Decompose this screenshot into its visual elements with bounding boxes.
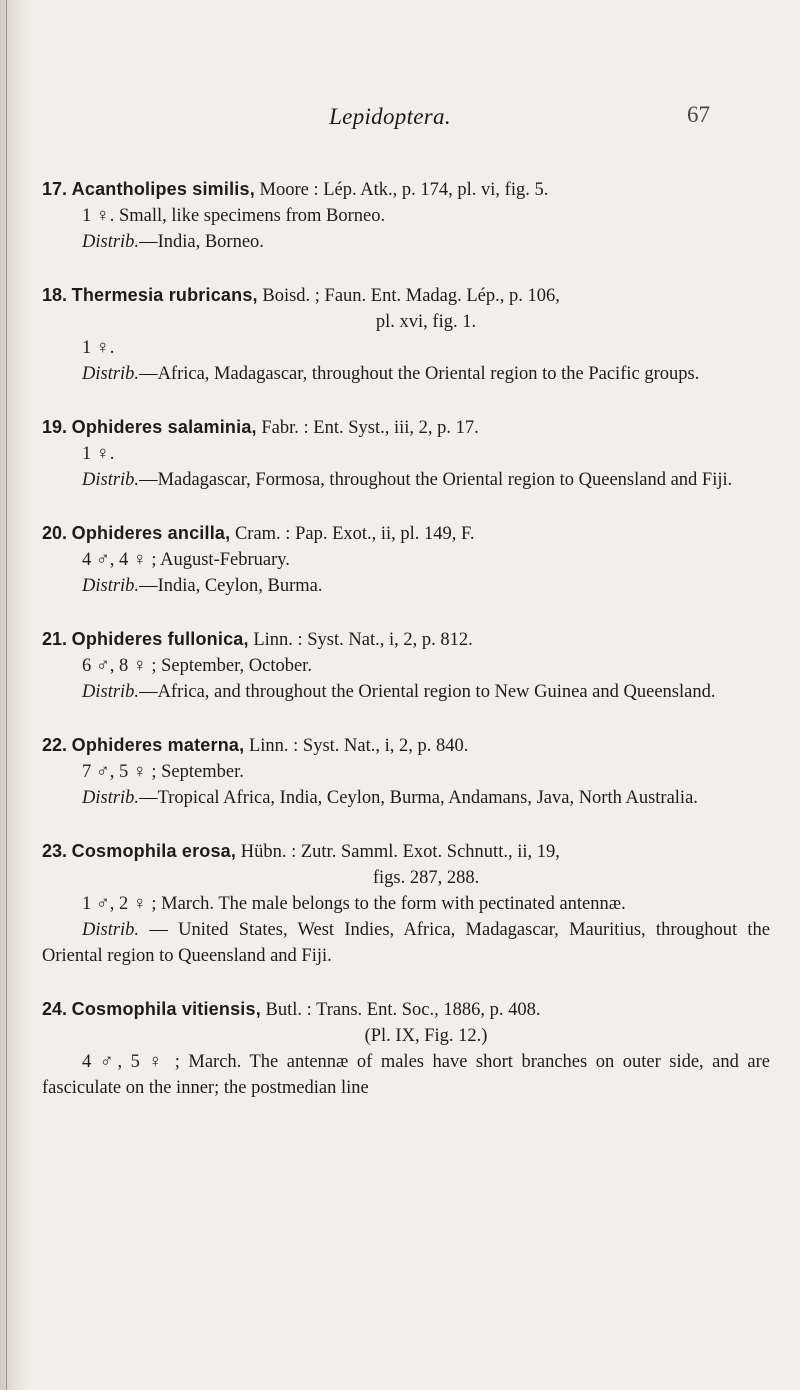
specimen-note: 1 ♀. Small, like specimens from Borneo. xyxy=(82,206,386,226)
citation-continued: figs. 287, 288. xyxy=(372,868,480,888)
entry-heading xyxy=(42,520,770,547)
entry-number: 19. xyxy=(42,417,68,437)
distrib-label: Distrib. xyxy=(82,364,140,384)
distrib-label: Distrib. xyxy=(82,232,140,252)
distrib-label: Distrib. xyxy=(82,788,140,808)
distrib-text: —India, Ceylon, Burma. xyxy=(139,576,323,596)
species-entry xyxy=(42,732,770,811)
distribution xyxy=(42,361,770,387)
species-list xyxy=(42,176,770,1128)
distribution xyxy=(42,229,770,255)
binding-edge xyxy=(6,0,7,1390)
species-name: Thermesia rubricans, xyxy=(71,285,258,305)
distrib-text: — United States, West Indies, Africa, Madagascar, Mauritius, throughout the Oriental region to Queensland and Fiji. xyxy=(42,920,770,966)
species-name: Ophideres materna, xyxy=(71,735,245,755)
entry-number: 23. xyxy=(42,841,68,861)
citation: Hübn. : Zutr. Samml. Exot. Schnutt., ii, 19, xyxy=(240,842,560,862)
citation: Cram. : Pap. Exot., ii, pl. 149, F. xyxy=(234,524,475,544)
citation: Boisd. ; Faun. Ent. Madag. Lép., p. 106, xyxy=(262,286,560,306)
page-number: 67 xyxy=(687,102,710,127)
specimen-note: 1 ♂, 2 ♀ ; March. The male belongs to the form with pectinated antennæ. xyxy=(82,894,626,914)
specimen-note: 4 ♂, 5 ♀ ; March. The antennæ of males have short branches on outer side, and are fasciculate on the inner; the postmedian line xyxy=(42,1052,770,1098)
distrib-text: —India, Borneo. xyxy=(139,232,264,252)
running-head xyxy=(100,102,710,140)
distribution xyxy=(42,573,770,599)
distrib-text: —Madagascar, Formosa, throughout the Oriental region to Queensland and Fiji. xyxy=(139,470,733,490)
citation: Butl. : Trans. Ent. Soc., 1886, p. 408. xyxy=(265,1000,541,1020)
species-entry xyxy=(42,626,770,705)
species-name: Ophideres fullonica, xyxy=(71,629,249,649)
entry-number: 22. xyxy=(42,735,68,755)
running-title: Lepidoptera. xyxy=(329,104,451,129)
species-entry xyxy=(42,176,770,255)
entry-number: 21. xyxy=(42,629,68,649)
distribution xyxy=(42,467,770,493)
distribution xyxy=(42,785,770,811)
entry-heading xyxy=(42,282,770,309)
entry-heading xyxy=(42,838,770,865)
entry-heading xyxy=(42,176,770,203)
specimen-note: 6 ♂, 8 ♀ ; September, October. xyxy=(82,656,312,676)
specimen-note: 1 ♀. xyxy=(82,338,115,358)
distribution xyxy=(42,917,770,969)
species-entry xyxy=(42,414,770,493)
species-entry xyxy=(42,838,770,969)
entry-number: 24. xyxy=(42,999,68,1019)
distrib-label: Distrib. xyxy=(82,920,140,940)
distrib-text: —Tropical Africa, India, Ceylon, Burma, Andamans, Java, North Australia. xyxy=(139,788,698,808)
species-name: Ophideres salaminia, xyxy=(71,417,257,437)
citation-continued: pl. xvi, fig. 1. xyxy=(375,312,477,332)
species-entry xyxy=(42,520,770,599)
entry-heading xyxy=(42,732,770,759)
species-entry xyxy=(42,996,770,1101)
specimen-note: 4 ♂, 4 ♀ ; August-February. xyxy=(82,550,290,570)
citation: Fabr. : Ent. Syst., iii, 2, p. 17. xyxy=(261,418,479,438)
specimen-note: 1 ♀. xyxy=(82,444,115,464)
citation-continued: (Pl. IX, Fig. 12.) xyxy=(364,1026,488,1046)
entry-heading xyxy=(42,414,770,441)
distrib-text: —Africa, Madagascar, throughout the Oriental region to the Pacific groups. xyxy=(139,364,700,384)
species-entry xyxy=(42,282,770,387)
species-name: Cosmophila erosa, xyxy=(71,841,237,861)
species-name: Ophideres ancilla, xyxy=(71,523,231,543)
distrib-label: Distrib. xyxy=(82,470,140,490)
distrib-label: Distrib. xyxy=(82,576,140,596)
distrib-label: Distrib. xyxy=(82,682,140,702)
binding-shadow xyxy=(0,0,30,1390)
specimen-note: 7 ♂, 5 ♀ ; September. xyxy=(82,762,244,782)
species-name: Cosmophila vitiensis, xyxy=(71,999,261,1019)
entry-heading xyxy=(42,626,770,653)
citation: Linn. : Syst. Nat., i, 2, p. 840. xyxy=(248,736,469,756)
citation: Linn. : Syst. Nat., i, 2, p. 812. xyxy=(253,630,473,650)
entry-number: 20. xyxy=(42,523,68,543)
entry-number: 18. xyxy=(42,285,68,305)
entry-heading xyxy=(42,996,770,1023)
distribution xyxy=(42,679,770,705)
citation: Moore : Lép. Atk., p. 174, pl. vi, fig. 5. xyxy=(259,180,549,200)
species-name: Acantholipes similis, xyxy=(71,179,255,199)
distrib-text: —Africa, and throughout the Oriental region to New Guinea and Queensland. xyxy=(139,682,716,702)
entry-number: 17. xyxy=(42,179,68,199)
